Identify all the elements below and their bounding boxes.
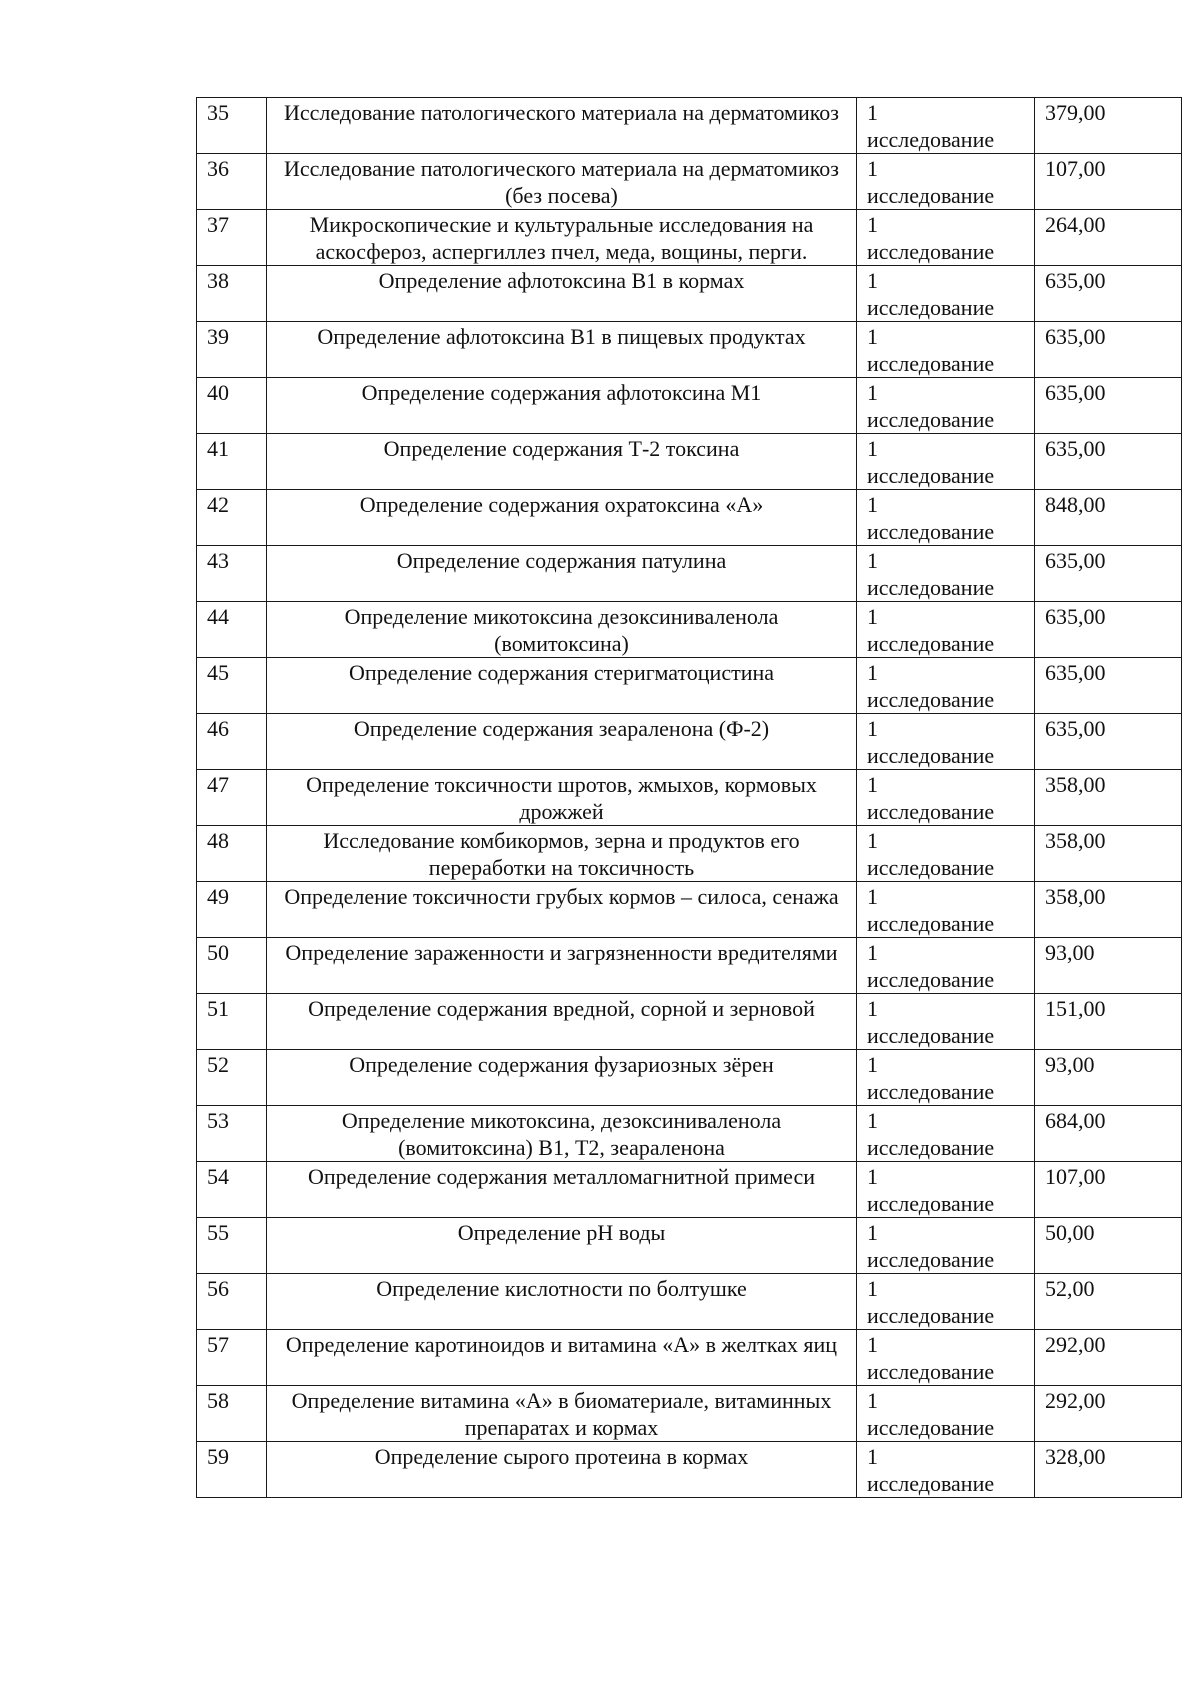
service-name: Определение содержания вредной, сорной и зерновой — [267, 994, 857, 1050]
price-cell: 848,00 — [1035, 490, 1182, 546]
unit-cell — [857, 1386, 1035, 1442]
price-cell: 358,00 — [1035, 770, 1182, 826]
unit-quantity: 1 — [867, 268, 878, 293]
unit-quantity: 1 — [867, 100, 878, 125]
unit-cell — [857, 266, 1035, 322]
service-name: Определение сырого протеина в кормах — [267, 1442, 857, 1498]
unit-cell — [857, 378, 1035, 434]
row-number: 58 — [197, 1386, 267, 1442]
row-number: 46 — [197, 714, 267, 770]
service-name: Определение микотоксина, дезоксиниваленола (вомитоксина) В1, Т2, зеараленона — [267, 1106, 857, 1162]
price-cell: 328,00 — [1035, 1442, 1182, 1498]
price-cell: 107,00 — [1035, 154, 1182, 210]
price-cell: 264,00 — [1035, 210, 1182, 266]
unit-label: исследование — [867, 1415, 995, 1440]
table-row — [197, 378, 1182, 434]
unit-label: исследование — [867, 1247, 995, 1272]
unit-label: исследование — [867, 407, 995, 432]
price-cell: 635,00 — [1035, 378, 1182, 434]
table-row — [197, 154, 1182, 210]
price-cell: 684,00 — [1035, 1106, 1182, 1162]
table-row — [197, 770, 1182, 826]
row-number: 53 — [197, 1106, 267, 1162]
price-cell: 379,00 — [1035, 98, 1182, 154]
service-name: Определение кислотности по болтушке — [267, 1274, 857, 1330]
price-cell: 358,00 — [1035, 882, 1182, 938]
table-row — [197, 714, 1182, 770]
unit-quantity: 1 — [867, 660, 878, 685]
unit-cell — [857, 98, 1035, 154]
unit-label: исследование — [867, 239, 995, 264]
unit-cell — [857, 938, 1035, 994]
unit-cell — [857, 546, 1035, 602]
unit-label: исследование — [867, 1023, 995, 1048]
unit-label: исследование — [867, 1303, 995, 1328]
unit-cell — [857, 1106, 1035, 1162]
table-row — [197, 602, 1182, 658]
price-cell: 358,00 — [1035, 826, 1182, 882]
unit-quantity: 1 — [867, 1052, 878, 1077]
service-name: Определение рН воды — [267, 1218, 857, 1274]
price-cell: 635,00 — [1035, 322, 1182, 378]
table-row — [197, 434, 1182, 490]
table-row — [197, 1050, 1182, 1106]
unit-cell — [857, 322, 1035, 378]
unit-label: исследование — [867, 519, 995, 544]
unit-label: исследование — [867, 575, 995, 600]
price-cell: 635,00 — [1035, 546, 1182, 602]
row-number: 51 — [197, 994, 267, 1050]
price-cell: 292,00 — [1035, 1330, 1182, 1386]
row-number: 36 — [197, 154, 267, 210]
row-number: 39 — [197, 322, 267, 378]
service-name: Определение зараженности и загрязненности вредителями — [267, 938, 857, 994]
unit-quantity: 1 — [867, 1276, 878, 1301]
unit-quantity: 1 — [867, 324, 878, 349]
table-row — [197, 546, 1182, 602]
price-cell: 151,00 — [1035, 994, 1182, 1050]
unit-label: исследование — [867, 631, 995, 656]
service-name: Исследование комбикормов, зерна и продуктов его переработки на токсичность — [267, 826, 857, 882]
unit-quantity: 1 — [867, 156, 878, 181]
price-cell: 292,00 — [1035, 1386, 1182, 1442]
row-number: 47 — [197, 770, 267, 826]
service-name: Определение афлотоксина В1 в кормах — [267, 266, 857, 322]
unit-cell — [857, 1442, 1035, 1498]
service-name: Определение содержания стеригматоцистина — [267, 658, 857, 714]
unit-quantity: 1 — [867, 1220, 878, 1245]
unit-quantity: 1 — [867, 380, 878, 405]
unit-label: исследование — [867, 295, 995, 320]
table-row — [197, 1442, 1182, 1498]
unit-cell — [857, 434, 1035, 490]
table-row — [197, 1386, 1182, 1442]
row-number: 50 — [197, 938, 267, 994]
unit-cell — [857, 770, 1035, 826]
table-row — [197, 1106, 1182, 1162]
row-number: 48 — [197, 826, 267, 882]
service-name: Исследование патологического материала на дерматомикоз (без посева) — [267, 154, 857, 210]
unit-cell — [857, 490, 1035, 546]
table-row — [197, 938, 1182, 994]
table-row — [197, 1274, 1182, 1330]
row-number: 35 — [197, 98, 267, 154]
row-number: 49 — [197, 882, 267, 938]
unit-quantity: 1 — [867, 996, 878, 1021]
table-row — [197, 994, 1182, 1050]
row-number: 57 — [197, 1330, 267, 1386]
unit-label: исследование — [867, 743, 995, 768]
table-row — [197, 1218, 1182, 1274]
service-name: Определение токсичности шротов, жмыхов, кормовых дрожжей — [267, 770, 857, 826]
row-number: 38 — [197, 266, 267, 322]
row-number: 55 — [197, 1218, 267, 1274]
unit-quantity: 1 — [867, 604, 878, 629]
service-name: Определение содержания афлотоксина М1 — [267, 378, 857, 434]
unit-quantity: 1 — [867, 1332, 878, 1357]
unit-label: исследование — [867, 463, 995, 488]
price-list-body — [197, 98, 1182, 1498]
table-row — [197, 658, 1182, 714]
service-name: Исследование патологического материала на дерматомикоз — [267, 98, 857, 154]
unit-cell — [857, 658, 1035, 714]
price-cell: 50,00 — [1035, 1218, 1182, 1274]
unit-label: исследование — [867, 183, 995, 208]
unit-label: исследование — [867, 911, 995, 936]
service-name: Определение содержания фузариозных зёрен — [267, 1050, 857, 1106]
service-name: Определение каротиноидов и витамина «А» в желтках яиц — [267, 1330, 857, 1386]
unit-quantity: 1 — [867, 828, 878, 853]
unit-label: исследование — [867, 1471, 995, 1496]
unit-quantity: 1 — [867, 884, 878, 909]
unit-label: исследование — [867, 1135, 995, 1160]
row-number: 52 — [197, 1050, 267, 1106]
unit-cell — [857, 210, 1035, 266]
table-row — [197, 266, 1182, 322]
service-name: Микроскопические и культуральные исследования на аскосфероз, аспергиллез пчел, меда, вощины, перги. — [267, 210, 857, 266]
unit-label: исследование — [867, 1191, 995, 1216]
unit-quantity: 1 — [867, 212, 878, 237]
service-name: Определение афлотоксина В1 в пищевых продуктах — [267, 322, 857, 378]
unit-quantity: 1 — [867, 1164, 878, 1189]
price-cell: 93,00 — [1035, 1050, 1182, 1106]
unit-cell — [857, 714, 1035, 770]
unit-quantity: 1 — [867, 1444, 878, 1469]
unit-cell — [857, 1050, 1035, 1106]
price-cell: 93,00 — [1035, 938, 1182, 994]
unit-label: исследование — [867, 967, 995, 992]
table-row — [197, 1162, 1182, 1218]
table-row — [197, 98, 1182, 154]
unit-cell — [857, 1274, 1035, 1330]
row-number: 40 — [197, 378, 267, 434]
row-number: 41 — [197, 434, 267, 490]
price-list-table — [196, 97, 1182, 1498]
row-number: 45 — [197, 658, 267, 714]
unit-cell — [857, 826, 1035, 882]
price-cell: 107,00 — [1035, 1162, 1182, 1218]
service-name: Определение содержания охратоксина «А» — [267, 490, 857, 546]
price-cell: 635,00 — [1035, 714, 1182, 770]
unit-quantity: 1 — [867, 492, 878, 517]
unit-label: исследование — [867, 1079, 995, 1104]
table-row — [197, 826, 1182, 882]
unit-quantity: 1 — [867, 548, 878, 573]
price-cell: 635,00 — [1035, 658, 1182, 714]
unit-quantity: 1 — [867, 716, 878, 741]
service-name: Определение содержания зеараленона (Ф-2) — [267, 714, 857, 770]
row-number: 42 — [197, 490, 267, 546]
service-name: Определение токсичности грубых кормов – силоса, сенажа — [267, 882, 857, 938]
unit-cell — [857, 1218, 1035, 1274]
table-row — [197, 322, 1182, 378]
unit-cell — [857, 994, 1035, 1050]
service-name: Определение содержания Т-2 токсина — [267, 434, 857, 490]
unit-cell — [857, 602, 1035, 658]
row-number: 43 — [197, 546, 267, 602]
service-name: Определение содержания патулина — [267, 546, 857, 602]
unit-quantity: 1 — [867, 940, 878, 965]
unit-quantity: 1 — [867, 1388, 878, 1413]
unit-cell — [857, 154, 1035, 210]
unit-cell — [857, 1330, 1035, 1386]
unit-cell — [857, 882, 1035, 938]
table-row — [197, 210, 1182, 266]
service-name: Определение микотоксина дезоксиниваленола (вомитоксина) — [267, 602, 857, 658]
unit-label: исследование — [867, 351, 995, 376]
service-name: Определение содержания металломагнитной примеси — [267, 1162, 857, 1218]
unit-label: исследование — [867, 855, 995, 880]
unit-label: исследование — [867, 799, 995, 824]
unit-quantity: 1 — [867, 772, 878, 797]
row-number: 54 — [197, 1162, 267, 1218]
row-number: 59 — [197, 1442, 267, 1498]
table-row — [197, 882, 1182, 938]
unit-quantity: 1 — [867, 436, 878, 461]
service-name: Определение витамина «А» в биоматериале, витаминных препаратах и кормах — [267, 1386, 857, 1442]
row-number: 37 — [197, 210, 267, 266]
unit-quantity: 1 — [867, 1108, 878, 1133]
row-number: 56 — [197, 1274, 267, 1330]
unit-label: исследование — [867, 127, 995, 152]
price-cell: 635,00 — [1035, 266, 1182, 322]
price-cell: 635,00 — [1035, 602, 1182, 658]
table-row — [197, 490, 1182, 546]
row-number: 44 — [197, 602, 267, 658]
price-cell: 635,00 — [1035, 434, 1182, 490]
unit-cell — [857, 1162, 1035, 1218]
price-cell: 52,00 — [1035, 1274, 1182, 1330]
unit-label: исследование — [867, 1359, 995, 1384]
unit-label: исследование — [867, 687, 995, 712]
table-row — [197, 1330, 1182, 1386]
